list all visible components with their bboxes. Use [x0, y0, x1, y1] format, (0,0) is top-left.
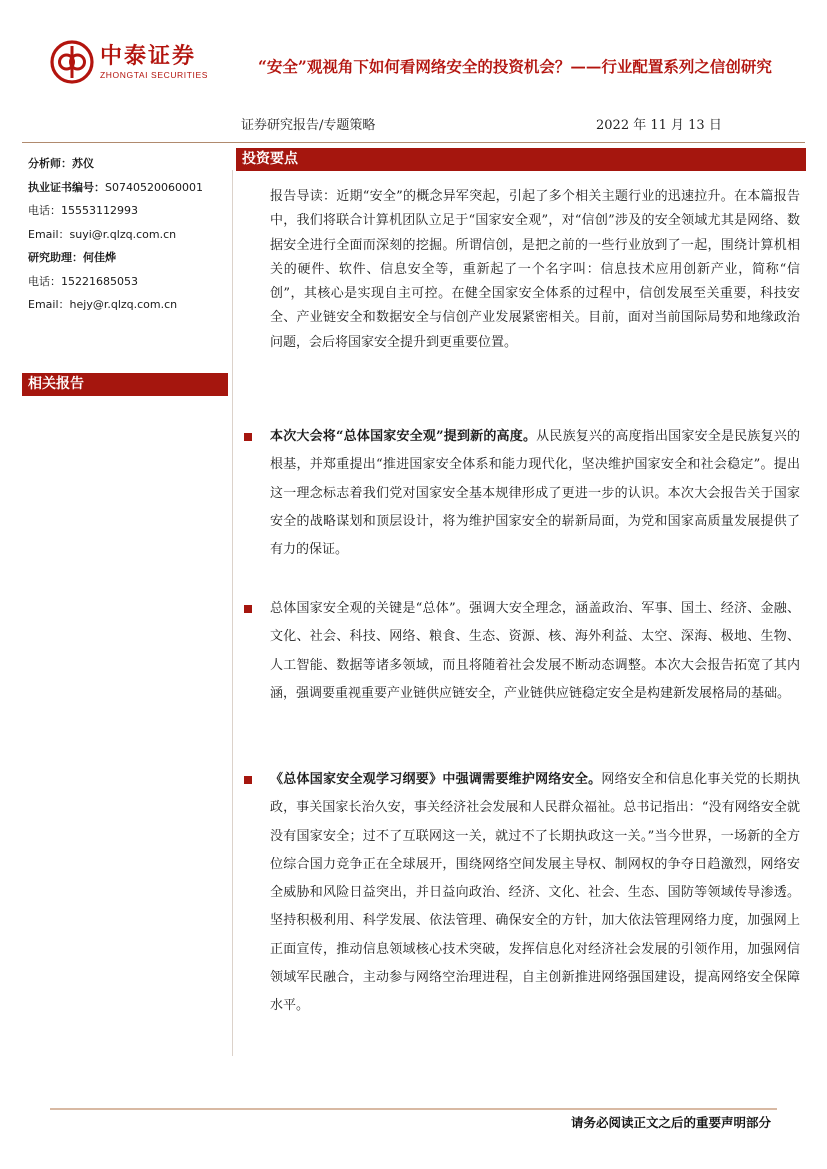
- analyst-phone: 电话：15553112993: [28, 204, 138, 217]
- related-reports-heading: 相关报告: [22, 373, 228, 396]
- assistant-name: 研究助理：何佳烨: [28, 251, 116, 264]
- bullet-square-icon: [244, 433, 252, 441]
- company-logo: [50, 40, 208, 84]
- bullet-paragraph: [270, 595, 800, 708]
- bullet-paragraph: [270, 423, 800, 564]
- report-title: “安全”观视角下如何看网络安全的投资机会？——行业配置系列之信创研究: [258, 57, 772, 76]
- bullet-body: 从民族复兴的高度指出国家安全是民族复兴的根基，并郑重提出“推进国家安全体系和能力现代化，坚决维护国家安全和社会稳定”。提出这一理念标志着我们党对国家安全基本规律形成了更进一步的认识。本次大会报告关于国家安全的战略谋划和顶层设计，将为维护国家安全的崭新局面，为党和国家高质量发展提供了有力的保证。: [270, 429, 800, 558]
- bullet-square-icon: [244, 776, 252, 784]
- license-line: [28, 176, 228, 200]
- footer-divider: [50, 1108, 777, 1110]
- report-type: 证券研究报告/专题策略: [241, 118, 376, 133]
- bullet-body: 网络安全和信息化事关党的长期执政，事关国家长治久安，事关经济社会发展和人民群众福祉。总书记指出：“没有网络安全就没有国家安全；过不了互联网这一关，就过不了长期执政这一关。”当今世界，一场新的全方位综合国力竞争正在全球展开，围绕网络空间发展主导权、制网权的争夺日趋激烈，网络安全威胁和风险日益突出，并日益向政治、经济、文化、社会、生态、国防等领域传导渗透。坚持积极利用、科学发展、依法管理、确保安全的方针，加大依法管理网络力度，加强网上正面宣传，推动信息领域核心技术突破，发挥信息化对经济社会发展的引领作用，加强网信领域军民融合，主动参与网络空治理进程，自主创新推进网络强国建设，提高网络安全保障水平。: [270, 772, 800, 1014]
- license-label: 执业证书编号：: [28, 180, 105, 194]
- analyst-name: 分析师：苏仪: [28, 157, 94, 170]
- report-intro: 报告导读：近期“安全”的概念异军突起，引起了多个相关主题行业的迅速拉升。在本篇报告中，我们将联合计算机团队立足于“国家安全观”，对“信创”涉及的安全领域尤其是网络、数据安全进行全面而深刻的挖掘。所谓信创，是把之前的一些行业放到了一起，围绕计算机相关的硬件、软件、信息安全等，重新起了一个名字叫：信息技术应用创新产业，简称“信创”，其核心是实现自主可控。在健全国家安全体系的过程中，信创发展至关重要，科技安全、产业链安全和数据安全与信创产业发展紧密相关。目前，面对当前国际局势和地缘政治问题，会后将国家安全提升到更重要位置。: [270, 189, 800, 350]
- bullet-square-icon: [244, 605, 252, 613]
- bullet-lead: 《总体国家安全观学习纲要》中强调需要维护网络安全。: [270, 772, 602, 787]
- investment-highlights-heading: 投资要点: [236, 148, 806, 171]
- assistant-email[interactable]: Email：hejy@r.qlzq.com.cn: [28, 298, 178, 311]
- assistant-phone: 电话：15221685053: [28, 274, 138, 288]
- bullet-body: 总体国家安全观的关键是“总体”。强调大安全理念，涵盖政治、军事、国土、经济、金融、文化、社会、科技、网络、粮食、生态、资源、核、海外利益、太空、深海、极地、生物、人工智能、数据等诸多领域，而且将随着社会发展不断动态调整。本次大会报告拓宽了其内涵，强调要重视重要产业链供应链安全，产业链供应链稳定安全是构建新发展格局的基础。: [270, 601, 800, 701]
- column-divider: [232, 170, 233, 1056]
- analyst-sidebar: [28, 152, 228, 317]
- bullet-lead: 本次大会将“总体国家安全观”提到新的高度。: [270, 429, 537, 444]
- license-number: S0740520060001: [105, 180, 203, 194]
- logo-english-name: ZHONGTAI SECURITIES: [100, 69, 209, 80]
- analyst-email[interactable]: Email：suyi@r.qlzq.com.cn: [28, 227, 177, 241]
- report-date: 2022 年 11 月 13 日: [596, 118, 722, 133]
- disclaimer-note: 请务必阅读正文之后的重要声明部分: [570, 1115, 771, 1130]
- zhongtai-logo-icon: [50, 40, 94, 84]
- logo-chinese-name: 中泰证券: [100, 43, 197, 69]
- bullet-paragraph: [270, 766, 800, 1021]
- header-divider: [22, 142, 805, 143]
